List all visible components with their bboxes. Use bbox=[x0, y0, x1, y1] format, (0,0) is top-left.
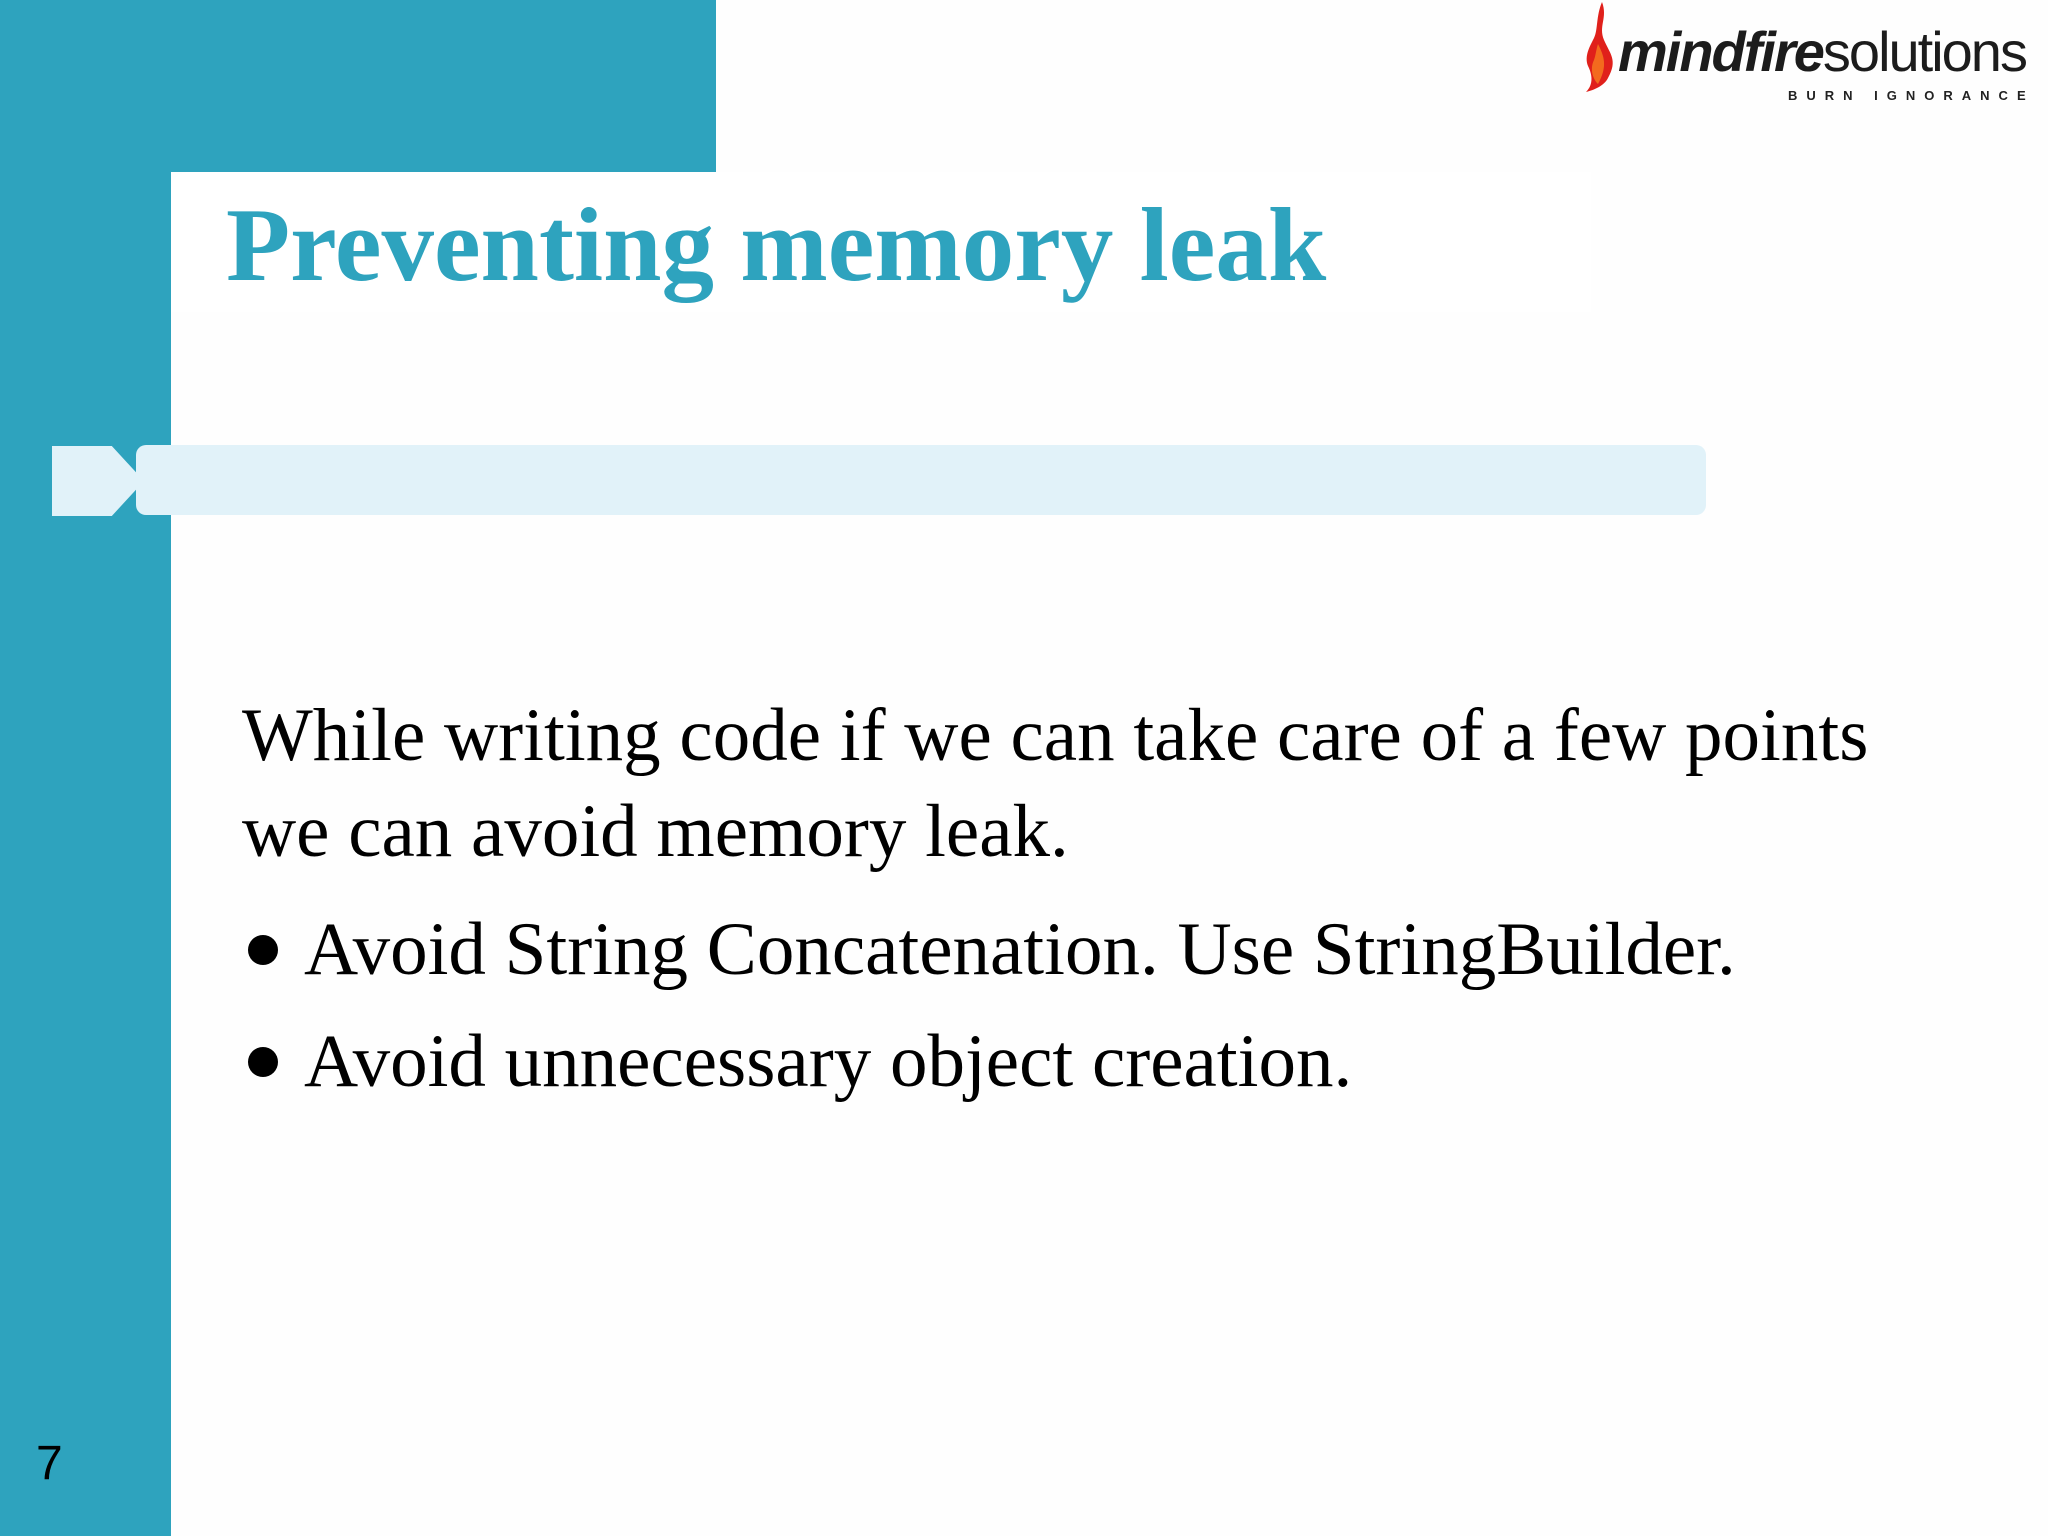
sidebar-band bbox=[0, 0, 171, 1536]
logo-wordmark bbox=[1618, 20, 2026, 84]
bullet-item bbox=[242, 1006, 1882, 1118]
bullet-dot-icon bbox=[248, 1047, 278, 1077]
logo-name-light: solutions bbox=[1822, 20, 2026, 83]
slide-title: Preventing memory leak bbox=[226, 186, 1327, 303]
intro-text: While writing code if we can take care of a few points we can avoid memory leak. bbox=[242, 694, 1869, 873]
bullet-text: Avoid unnecessary object creation. bbox=[304, 1020, 1353, 1103]
slide-body bbox=[242, 688, 1882, 1118]
page-number: 7 bbox=[36, 1437, 63, 1490]
logo-tagline: BURN IGNORANCE bbox=[1788, 88, 2035, 103]
top-band bbox=[0, 0, 716, 172]
bullet-list bbox=[242, 894, 1882, 1118]
bullet-item bbox=[242, 894, 1882, 1006]
bullet-dot-icon bbox=[248, 935, 278, 965]
bullet-text: Avoid String Concatenation. Use StringBuilder. bbox=[304, 908, 1736, 991]
decorative-bar bbox=[136, 445, 1706, 515]
logo-name-bold: mindfire bbox=[1618, 20, 1823, 83]
company-logo bbox=[1578, 0, 2048, 120]
